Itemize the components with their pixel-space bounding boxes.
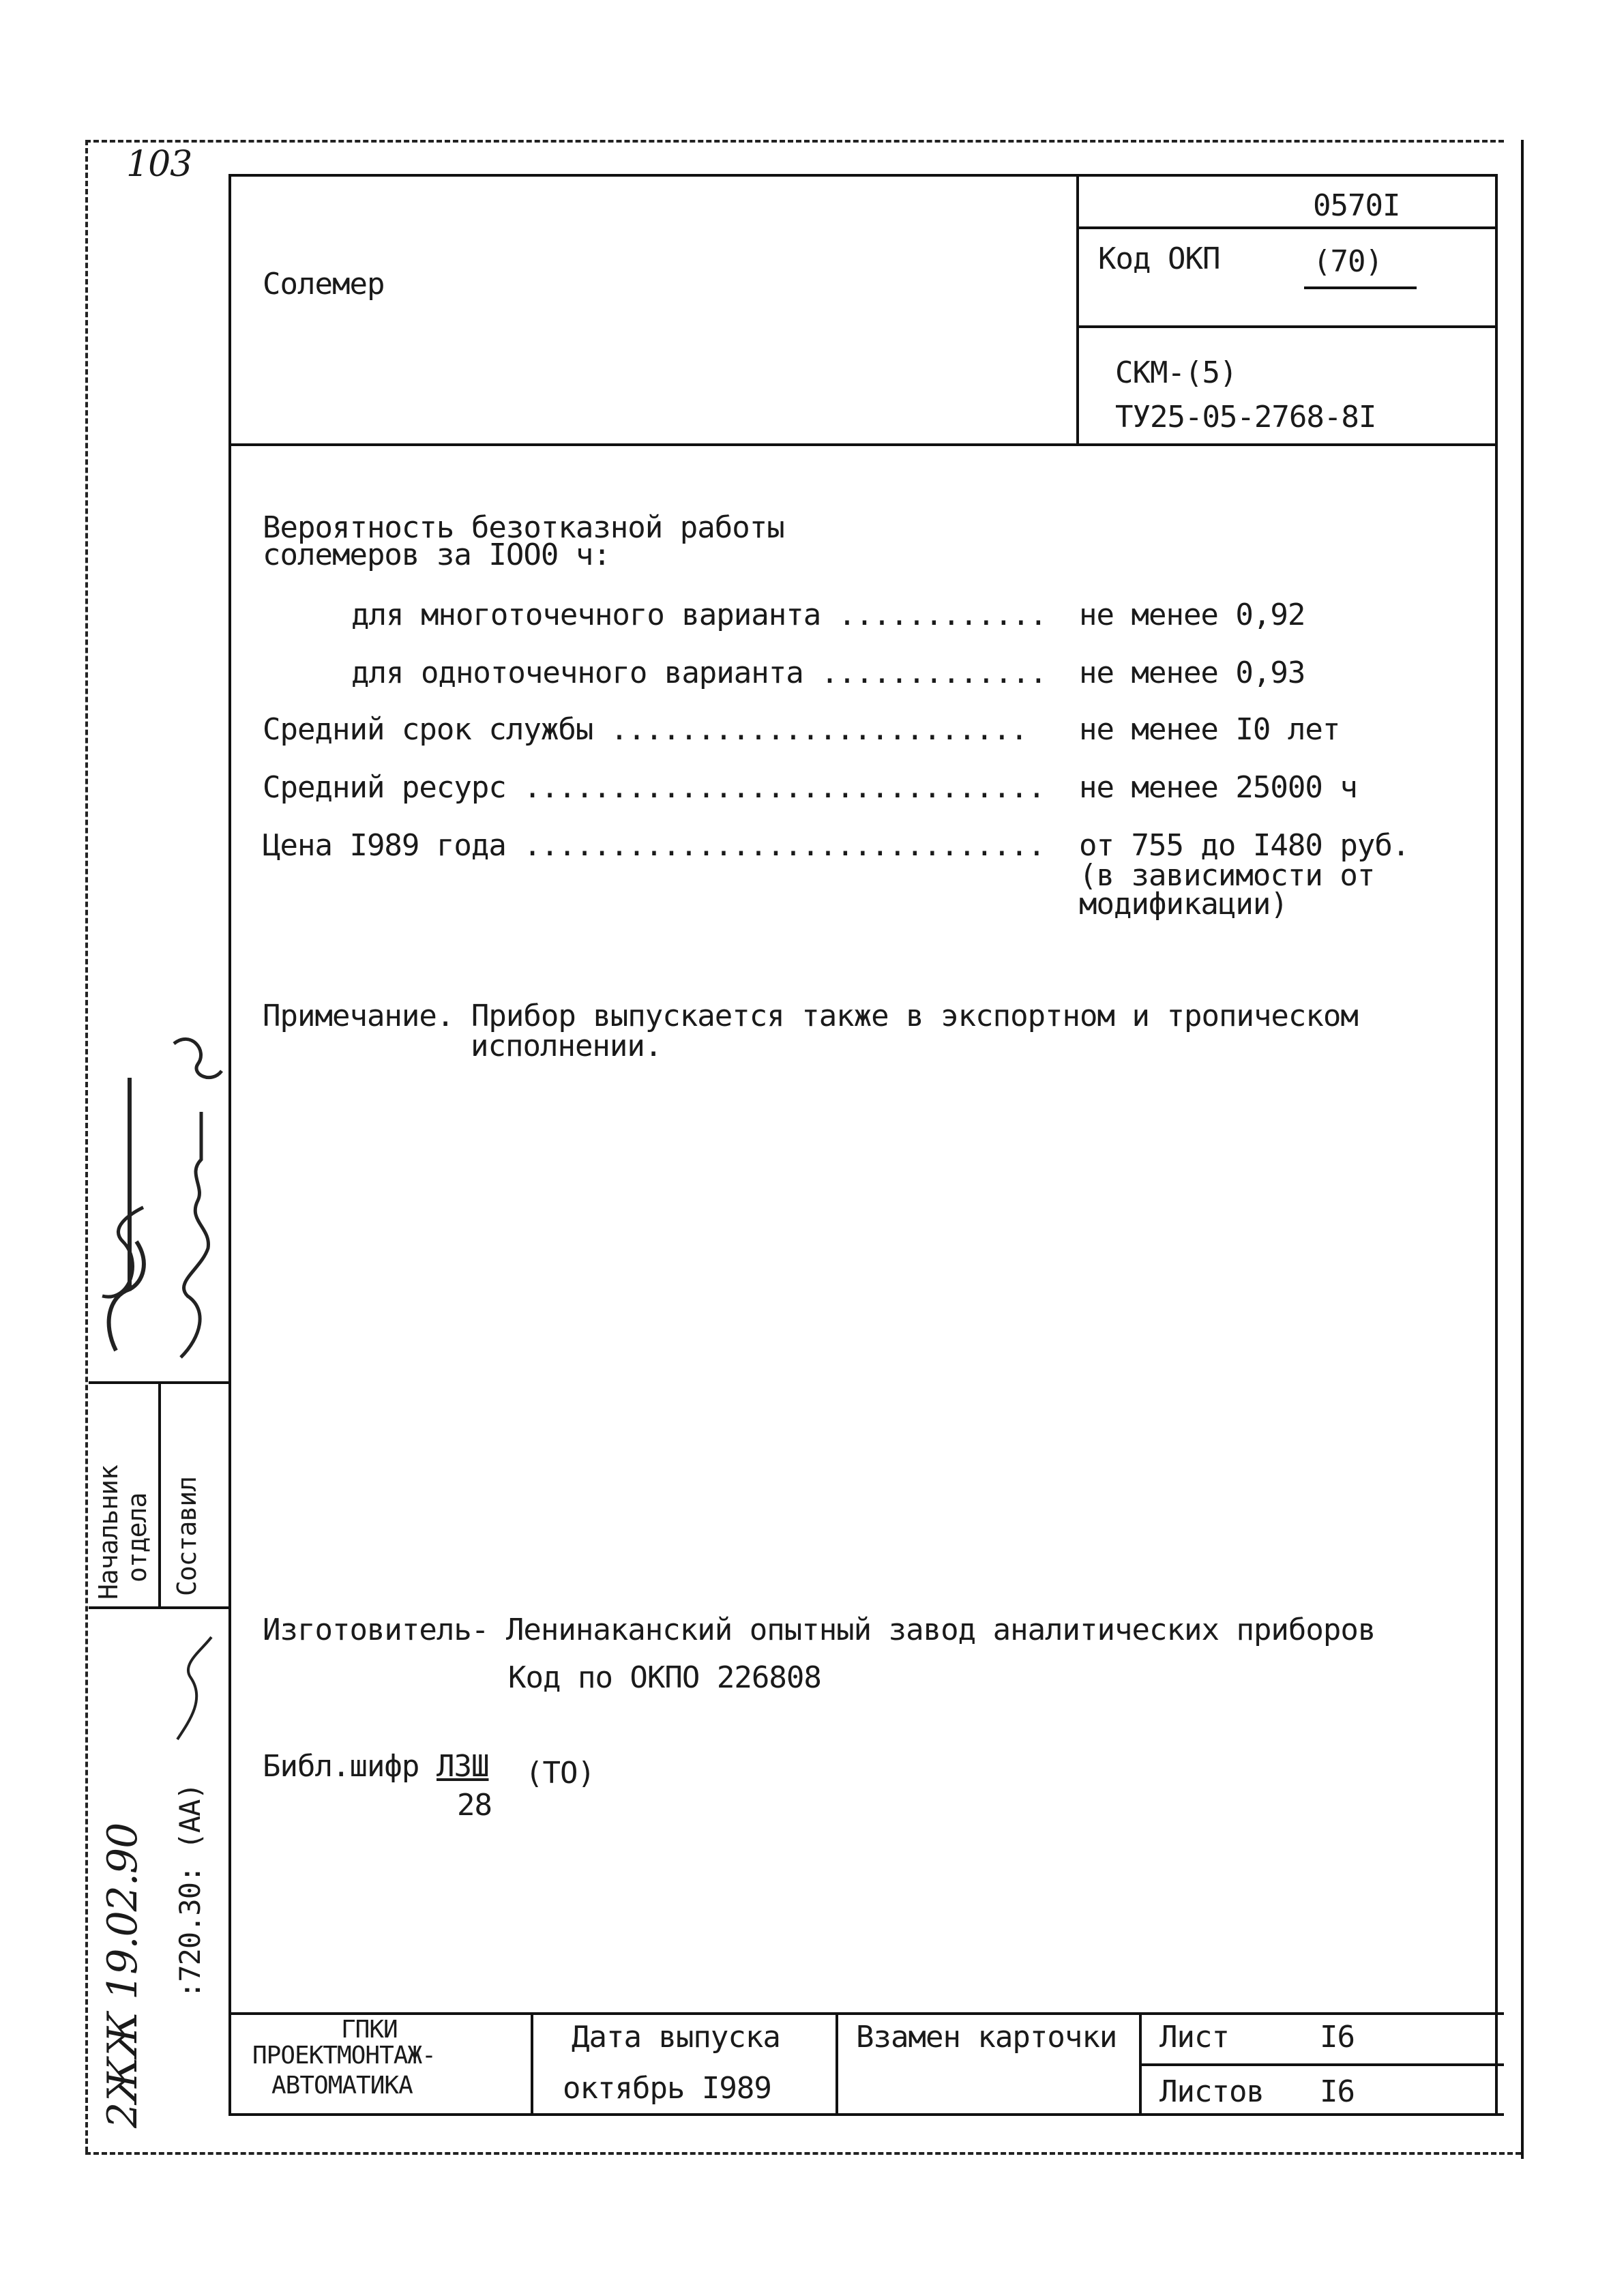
okp-label: Код ОКП <box>1098 241 1220 276</box>
note-line2: исполнении. <box>471 1029 662 1063</box>
manufacturer-line1: Изготовитель- Ленинаканский опытный завод аналитических приборов <box>263 1613 1376 1647</box>
chief-label-1: Начальник <box>93 1465 123 1600</box>
header-bottom-line <box>228 443 1497 446</box>
card-right-line <box>1495 174 1498 2115</box>
spec-code: ТУ25-05-2768-8I <box>1115 400 1376 435</box>
card-bottom-line <box>228 2113 1504 2116</box>
footer-divider-1 <box>531 2012 533 2115</box>
spec-row-value: не менее 0,92 <box>1079 598 1305 632</box>
signature-compiler <box>160 1023 228 1371</box>
outer-border-right <box>1521 140 1524 2159</box>
okp-underline <box>1304 286 1417 289</box>
spec-row-value: от 755 до I480 руб. <box>1079 828 1410 863</box>
footer-divider-2 <box>836 2012 838 2115</box>
spec-row-value: не менее I0 лет <box>1079 712 1340 747</box>
library-label: Библ.шифр <box>263 1749 419 1784</box>
outer-border-left <box>85 140 88 2152</box>
product-title: Солемер <box>263 267 385 301</box>
spec-row-value: не менее 0,93 <box>1079 656 1305 690</box>
price-note-line2: модификации) <box>1079 887 1288 922</box>
side-strip-divider <box>158 1381 161 1606</box>
chief-label-2: отдела <box>122 1492 152 1583</box>
card-top-line <box>228 174 1497 177</box>
header-divider <box>1076 174 1079 443</box>
release-date-value: октябрь I989 <box>563 2071 771 2106</box>
org-name-line3: АВТОМАТИКА <box>271 2072 413 2100</box>
signature-stamp-date <box>164 1617 225 1753</box>
sheet-value: I6 <box>1320 2020 1355 2055</box>
catalog-code: 0570I <box>1313 188 1400 223</box>
library-number: 28 <box>457 1788 492 1823</box>
library-code: ЛЗШ <box>437 1749 489 1784</box>
side-strip-line-2 <box>89 1606 228 1609</box>
release-date-label: Дата выпуска <box>572 2020 780 2055</box>
archive-stamp-code: :720.30: (АА) <box>173 1783 207 1999</box>
sheets-total-value: I6 <box>1320 2074 1355 2109</box>
signature-chief <box>89 1037 164 1371</box>
org-name-line1: ГПКИ <box>341 2016 398 2044</box>
spec-row-label: Цена I989 года .............................. <box>263 828 1046 863</box>
compiled-label: Составил <box>172 1476 202 1596</box>
replaces-card-label: Взамен карточки <box>856 2020 1117 2055</box>
okp-value: (70) <box>1313 244 1383 279</box>
spec-row-label: для одноточечного варианта ............. <box>351 656 1047 690</box>
model-code: СКМ-(5) <box>1115 355 1237 390</box>
reliability-intro-line1: Вероятность безотказной работы <box>263 510 784 545</box>
spec-row-label: Средний ресурс .............................. <box>263 770 1046 805</box>
spec-row-label: для многоточечного варианта ............ <box>351 598 1047 632</box>
library-to: (ТО) <box>525 1756 595 1791</box>
spec-row-label: Средний срок службы ........................ <box>263 712 1028 747</box>
footer-mid-line-right <box>1139 2063 1504 2066</box>
footer-top-line <box>228 2012 1504 2015</box>
note-line1: Примечание. Прибор выпускается также в экспортном и тропическом <box>263 999 1358 1033</box>
sheet-label: Лист <box>1159 2020 1229 2055</box>
card-left-line <box>228 174 231 2115</box>
handwritten-date: 2ЖЖ 19.02.90 <box>99 1823 147 2128</box>
outer-border-bottom <box>85 2152 1521 2155</box>
manufacturer-line2: Код по ОКПО 226808 <box>508 1660 821 1695</box>
spec-row-value: не менее 25000 ч <box>1079 770 1357 805</box>
price-note-line1: (в зависимости от <box>1079 858 1375 893</box>
org-name-line2: ПРОЕКТМОНТАЖ- <box>252 2042 436 2070</box>
sheets-total-label: Листов <box>1159 2074 1264 2109</box>
header-right-line-1 <box>1076 226 1497 229</box>
outer-border-top <box>85 140 1504 143</box>
page-number: 103 <box>126 144 192 185</box>
header-right-line-2 <box>1076 325 1497 328</box>
reliability-intro-line2: солемеров за IОО0 ч: <box>263 538 610 572</box>
